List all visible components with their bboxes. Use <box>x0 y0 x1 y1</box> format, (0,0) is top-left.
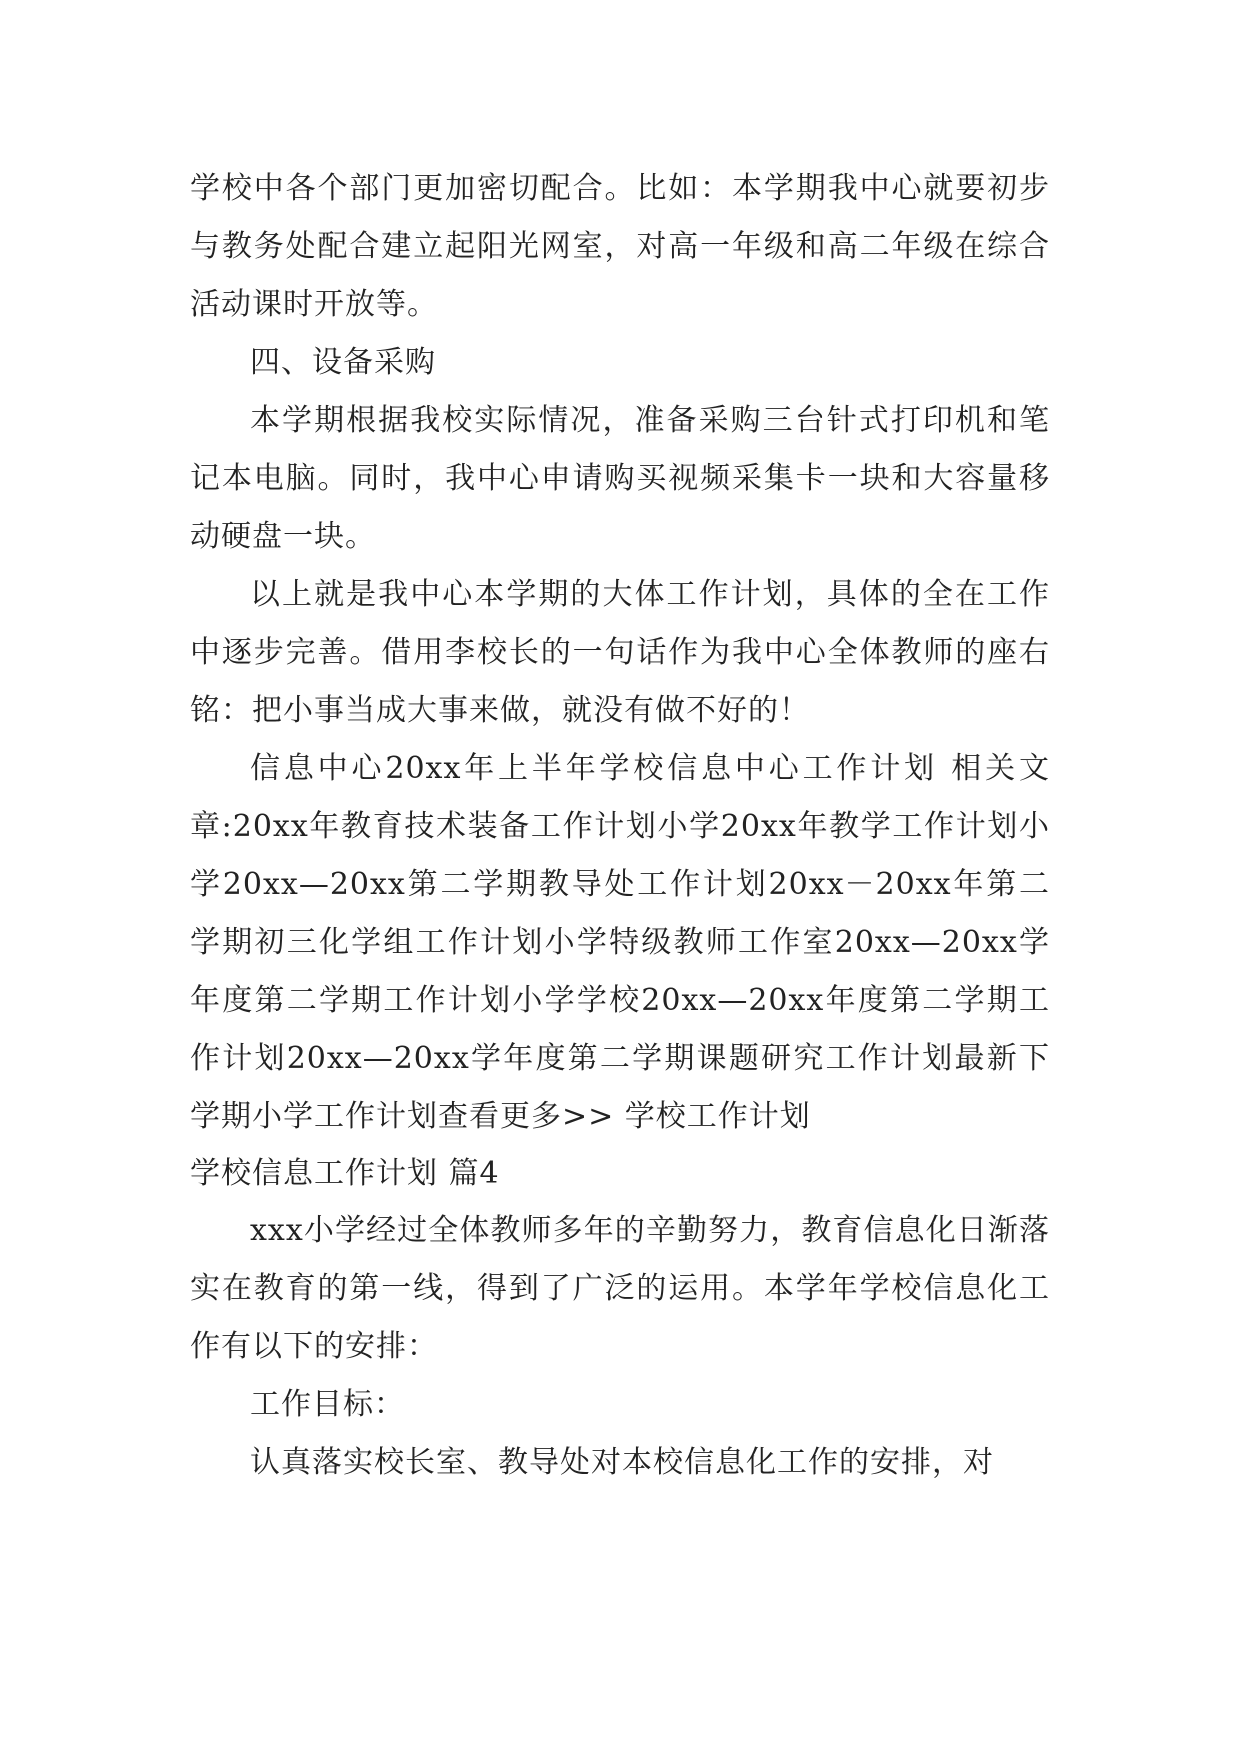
paragraph-summary: 以上就是我中心本学期的大体工作计划，具体的全在工作中逐步完善。借用李校长的一句话作为我中心全体教师的座右铭：把小事当成大事来做，就没有做不好的！ <box>190 577 1050 728</box>
paragraph-equipment: 本学期根据我校实际情况，准备采购三台针式打印机和笔记本电脑。同时，我中心申请购买视频采集卡一块和大容量移动硬盘一块。 <box>190 403 1050 554</box>
paragraph-goals: 认真落实校长室、教导处对本校信息化工作的安排，对 <box>250 1445 994 1480</box>
paragraph-continued: 学校中各个部门更加密切配合。比如：本学期我中心就要初步与教务处配合建立起阳光网室，对高一年级和高二年级在综合活动课时开放等。 <box>190 171 1050 322</box>
document-body <box>190 160 1050 1492</box>
paragraph-related-articles: 信息中心20xx年上半年学校信息中心工作计划 相关文章:20xx年教育技术装备工作计划小学20xx年教学工作计划小学20xx—20xx第二学期教导处工作计划20xx－20xx年第二学期初三化学组工作计划小学特级教师工作室20xx—20xx学年度第二学期工作计划小学学校20xx—20xx年度第二学期工作计划20xx—20xx学年度第二学期课题研究工作计划最新下学期小学工作计划查看更多>> 学校工作计划 <box>190 751 1050 1134</box>
section-heading-goals: 工作目标： <box>250 1387 405 1422</box>
section-heading-equipment: 四、设备采购 <box>250 345 436 380</box>
article-title: 学校信息工作计划 篇4 <box>190 1156 500 1191</box>
paragraph-intro: xxx小学经过全体教师多年的辛勤努力，教育信息化日渐落实在教育的第一线，得到了广泛的运用。本学年学校信息化工作有以下的安排： <box>190 1213 1050 1364</box>
